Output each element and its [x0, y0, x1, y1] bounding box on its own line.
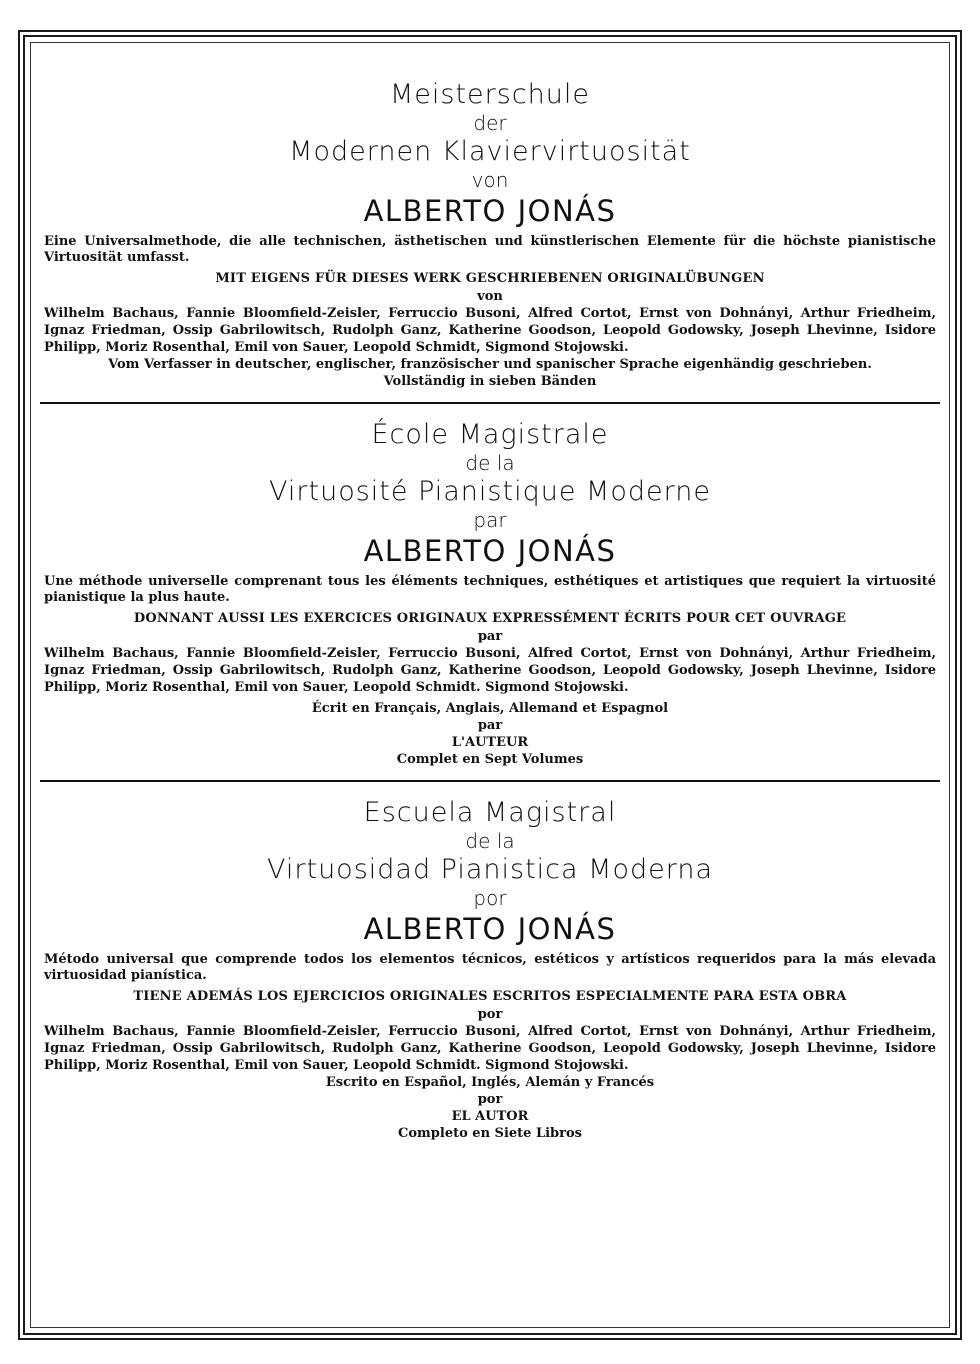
french-title-line1: École Magistrale: [371, 419, 609, 450]
spanish-by-2: por: [477, 1092, 503, 1107]
spanish-title-line4: por: [473, 886, 507, 910]
french-description: Une méthode universelle comprenant tous les éléments techniques, esthétiques et artistiques que requiert la virtuosité pianistique la plus haute.: [44, 574, 936, 605]
french-languages: Écrit en Français, Anglais, Allemand et Espagnol: [311, 701, 669, 716]
spanish-title-line1: Escuela Magistral: [363, 797, 617, 828]
section-divider-2: [40, 780, 940, 782]
spanish-title-line3: Virtuosidad Pianistica Moderna: [267, 854, 713, 885]
spanish-volumes: Completo en Siete Libros: [398, 1126, 582, 1141]
french-section: [44, 418, 936, 768]
section-divider-1: [40, 402, 940, 404]
german-description: Eine Universalmethode, die alle technischen, ästhetischen und künstlerischen Elemente für die höchste pianistische Virtuosität umfasst.: [44, 234, 936, 265]
french-author-note: L'AUTEUR: [451, 735, 529, 750]
german-languages: Vom Verfasser in deutscher, englischer, französischer und spanischer Sprache eigenhändig geschrieben.: [108, 357, 872, 372]
spanish-author-note: EL AUTOR: [451, 1109, 529, 1124]
french-title-line3: Virtuosité Pianistique Moderne: [269, 476, 711, 507]
spanish-author: ALBERTO JONÁS: [363, 912, 617, 946]
french-by: par: [477, 629, 503, 644]
french-title-line2: de la: [465, 451, 515, 475]
french-author: ALBERTO JONÁS: [363, 534, 617, 568]
german-exercises-heading: MIT EIGENS FÜR DIESES WERK GESCHRIEBENEN ORIGINALÜBUNGEN: [215, 271, 765, 286]
german-by: von: [477, 289, 503, 304]
spanish-by: por: [477, 1007, 503, 1022]
french-by-2: par: [477, 718, 503, 733]
german-title-line1: Meisterschule: [389, 79, 591, 110]
german-volumes: Vollständig in sieben Bänden: [383, 374, 597, 389]
french-exercises-heading: DONNANT AUSSI LES EXERCICES ORIGINAUX EXPRESSÉMENT ÉCRITS POUR CET OUVRAGE: [133, 611, 847, 626]
french-contributors: Wilhelm Bachaus, Fannie Bloomfield-Zeisler, Ferruccio Busoni, Alfred Cortot, Ernst von Dohnányi, Arthur Friedheim, Ignaz Friedman, Ossip Gabrilowitsch, Rudolph Ganz, Katherine Goodson, Leopold Godowsky, Joseph Lhevinne, Isidore Philipp, Moriz Rosenthal, Emil von Sauer, Leopold Schmidt. Sigmond Stojowski.: [44, 646, 936, 695]
spanish-section: [44, 796, 936, 1142]
german-author: ALBERTO JONÁS: [363, 194, 617, 228]
spanish-languages: Escrito en Español, Inglés, Alemán y Francés: [325, 1075, 655, 1090]
german-title-line2: der: [473, 111, 507, 135]
german-title-line3: Modernen Klaviervirtuosität: [289, 136, 691, 167]
spanish-contributors: Wilhelm Bachaus, Fannie Bloomfield-Zeisler, Ferruccio Busoni, Alfred Cortot, Ernst von Dohnányi, Arthur Friedheim, Ignaz Friedman, Ossip Gabrilowitsch, Rudolph Ganz, Katherine Goodson, Leopold Godowsky, Joseph Lhevinne, Isidore Philipp, Moriz Rosenthal, Emil von Sauer, Leopold Schmidt. Sigmond Stojowski.: [44, 1024, 936, 1073]
spanish-description: Método universal que comprende todos los elementos técnicos, estéticos y artísticos requeridos para la más elevada virtuosidad pianística.: [44, 952, 936, 983]
german-contributors: Wilhelm Bachaus, Fannie Bloomfield-Zeisler, Ferruccio Busoni, Alfred Cortot, Ernst von Dohnányi, Arthur Friedheim, Ignaz Friedman, Ossip Gabrilowitsch, Rudolph Ganz, Katherine Goodson, Leopold Godowsky, Joseph Lhevinne, Isidore Philipp, Moriz Rosenthal, Emil von Sauer, Leopold Schmidt, Sigmond Stojowski.: [44, 306, 936, 355]
spanish-title-line2: de la: [465, 829, 515, 853]
german-title-line4: von: [471, 168, 509, 192]
page-content: [44, 78, 936, 1142]
french-volumes: Complet en Sept Volumes: [396, 752, 584, 767]
spanish-exercises-heading: TIENE ADEMÁS LOS EJERCICIOS ORIGINALES ESCRITOS ESPECIALMENTE PARA ESTA OBRA: [133, 989, 847, 1004]
german-section: [44, 78, 936, 390]
french-title-line4: par: [473, 508, 507, 532]
